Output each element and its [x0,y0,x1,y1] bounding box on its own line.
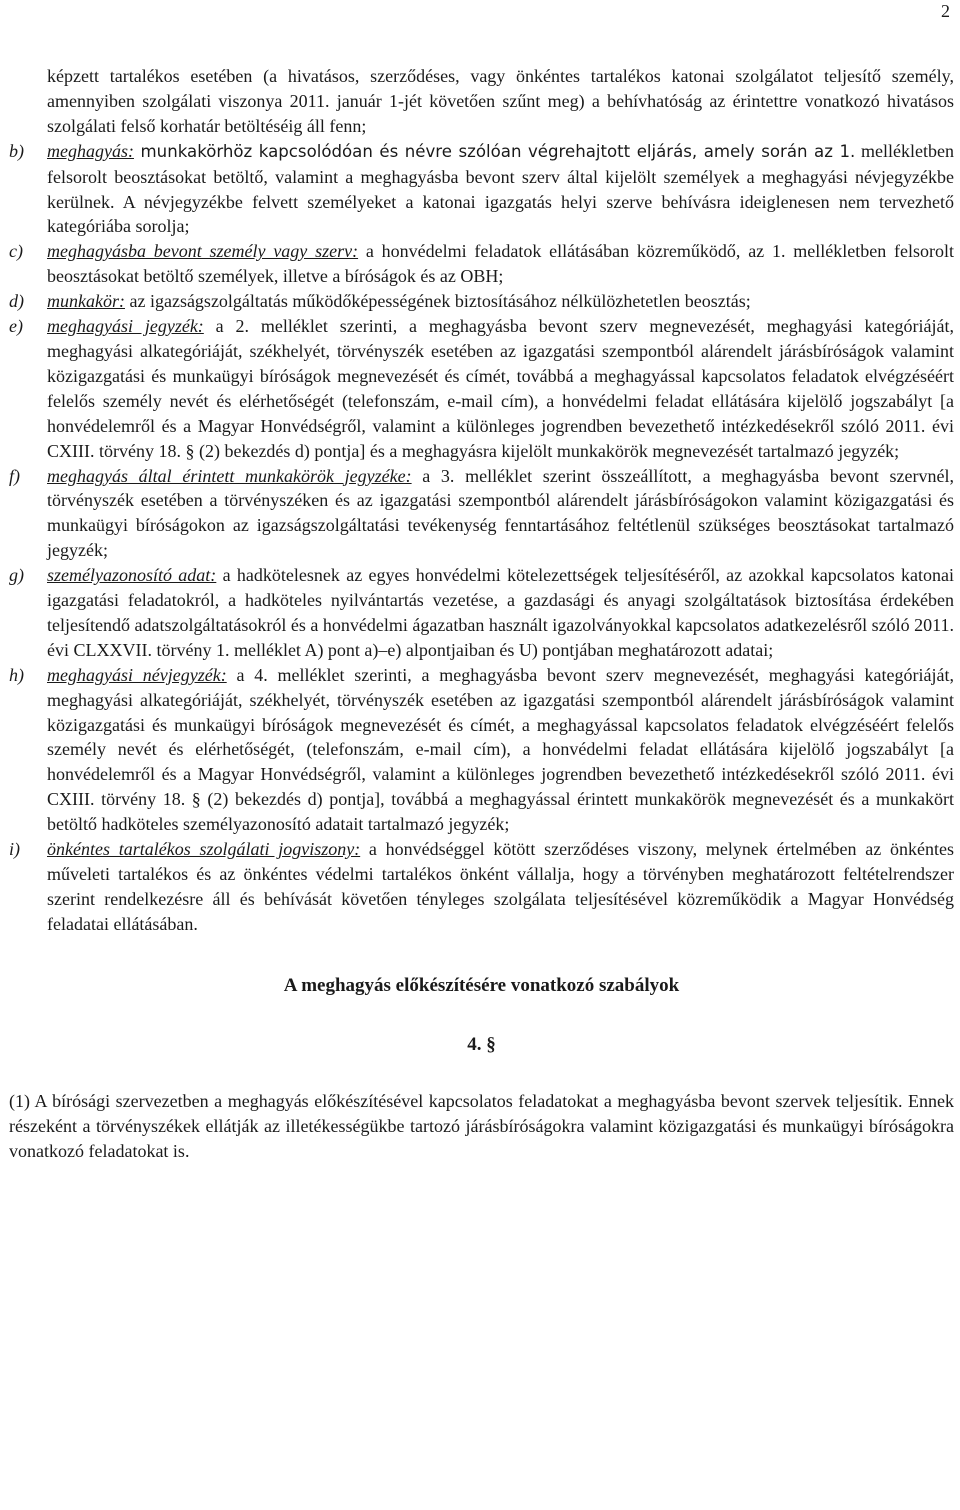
item-text: a 2. melléklet szerinti, a meghagyásba bevont szerv megnevezését, meghagyási kategóriáját, meghagyási alkategóriáját, székhelyét, törvényszék esetében az igazgatási szempontból alárendelt járásbíróságok valamint közigazgatási és munkaügyi bíróságok megnevezését és címét, továbbá a meghagyással kapcsolatos feladatok elvégzéséért felelős személy nevét és elérhetőségét (telefonszám, e-mail cím), a honvédelmi feladat ellátására kijelölő jogszabályt [a honvédelemről és a Magyar Honvédségről, valamint a különleges jogrendben bevezethető intézkedésekről szóló 2011. évi CXIII. törvény 18. § (2) bekezdés d) pontja] és a meghagyásra kijelölt munkakörök megnevezését tartalmazó jegyzék; [47,316,954,461]
item-term: meghagyás: [47,140,134,161]
item-text: a honvédelmi feladatok ellátásában közreműködő, az 1. mellékletben felsorolt beosztásokat betöltő személyek, illetve a bíróságok és az OBH; [47,241,954,287]
item-term: meghagyás által érintett munkakörök jegyzéke: [47,465,412,486]
item-text: a hadkötelesnek az egyes honvédelmi kötelezettségek teljesítéséről, az azokkal kapcsolatos katonai igazgatási feladatokról, a hadköteles nyilvántartás vezetése, a gazdasági és anyagi szolgáltatások biztosítása érdekében teljesítendő adatszolgáltatásokról és a honvédelmi ágazatban használt igazolványokkal kapcsolatos adatkezelésről szóló 2011. évi CLXXVII. törvény 1. melléklet A) pont a)–e) alpontjaiban és U) pontjában meghatározott adatai; [47,565,955,660]
item-letter: b) [9,140,24,161]
definition-item-i [9,837,954,937]
item-letter: i) [9,839,20,860]
item-term: meghagyási névjegyzék: [47,664,227,685]
definition-item-f [9,464,954,564]
lead-paragraph: képzett tartalékos esetében (a hivatásos, szerződéses, vagy önkéntes tartalékos katonai szolgálatot teljesítő személy, amennyiben szolgálati viszonya 2011. január 1-jét követően szűnt meg) a behívhatóság az érintettre vonatkozó hivatásos szolgálati felső korhatár betöltéséig áll fenn; [47,66,954,136]
item-term: meghagyásba bevont személy vagy szerv: [47,241,359,262]
definition-item-g [9,563,954,663]
definition-item-e [9,314,954,463]
section-paragraph: (1) A bírósági szervezetben a meghagyás előkészítésével kapcsolatos feladatokat a meghagyásba bevont szervek teljesítik. Ennek részeként a törvényszékek ellátják az illetékességükbe tartozó járásbíróságokra valamint közigazgatási és munkaügyi bíróságokra vonatkozó feladatokat is. [9,1090,954,1161]
item-letter: f) [9,465,20,486]
item-text: az igazságszolgáltatás működőképességének biztosításához nélkülözhetetlen beosztás; [124,291,751,312]
definition-item-h [9,663,954,837]
document-body [9,64,954,1163]
page-number: 2 [941,1,950,21]
definition-item-b [9,139,954,240]
item-letter: e) [9,316,23,337]
item-letter: c) [9,241,23,262]
item-text-sans: munkakörhöz kapcsolódóan és névre szólóan végrehajtott eljárás, amely során az 1. [133,141,856,161]
definition-item-d [9,289,954,314]
item-text: a 4. melléklet szerinti, a meghagyásba bevont szerv megnevezését, meghagyási kategóriáját, meghagyási alkategóriáját, székhelyét, törvényszék esetében az igazgatási szempontból alárendelt járásbíróságok valamint közigazgatási és munkaügyi bíróságok megnevezését és címét, a meghagyással kapcsolatos feladatok elvégzéséért felelős személy nevét és elérhetőségét, (telefonszám, e-mail cím), a honvédelmi feladat ellátására kijelölő jogszabályt [a honvédelemről és a Magyar Honvédségről, valamint a különleges jogrendben bevezethető intézkedésekről szóló 2011. évi CXIII. törvény 18. § (2) bekezdés d) pontja], továbbá a meghagyással érintett munkakörök megnevezését és a munkakört betöltő hadköteles személyazonosító adatait tartalmazó jegyzék; [47,664,955,835]
section-heading: A meghagyás előkészítésére vonatkozó szabályok [283,974,680,996]
item-term: munkakör: [47,291,125,312]
item-text: mellékletben felsorolt beosztásokat betöltő, valamint a meghagyásba bevont szerv által kijelölt személyek a meghagyási névjegyzékbe kerülnek. A névjegyzékbe felvett személyeket a katonai igazgatás helyi szerve behívásra ideiglenesen nem tervezhető kategóriába sorolja; [47,140,954,237]
section-number: 4. § [467,1033,496,1055]
item-letter: g) [9,565,24,586]
item-term: személyazonosító adat: [47,565,217,586]
item-term: önkéntes tartalékos szolgálati jogviszony: [47,839,361,860]
item-text: a 3. melléklet szerint összeállított, a meghagyásba bevont szervnél, törvényszék esetében a törvényszéken és az igazgatási szempontból alárendelt járásbíróságokon valamint közigazgatási és munkaügyi bíróságokon az igazságszolgáltatási tevékenység fenntartásához feltétlenül szükséges beosztásokat tartalmazó jegyzék; [47,465,954,561]
item-text: a honvédséggel kötött szerződéses viszony, melynek értelmében az önkéntes műveleti tartalékos és az önkéntes védelmi tartalékos önként vállalja, hogy a törvényben meghatározott feltételrendszer szerint rendelkezésre áll és behívását követően tényleges szolgálata teljesítésével közreműködik a Magyar Honvédség feladatai ellátásában. [47,839,954,934]
item-letter: h) [9,664,24,685]
definition-item-c [9,239,954,289]
item-term: meghagyási jegyzék: [47,316,204,337]
item-letter: d) [9,291,24,312]
